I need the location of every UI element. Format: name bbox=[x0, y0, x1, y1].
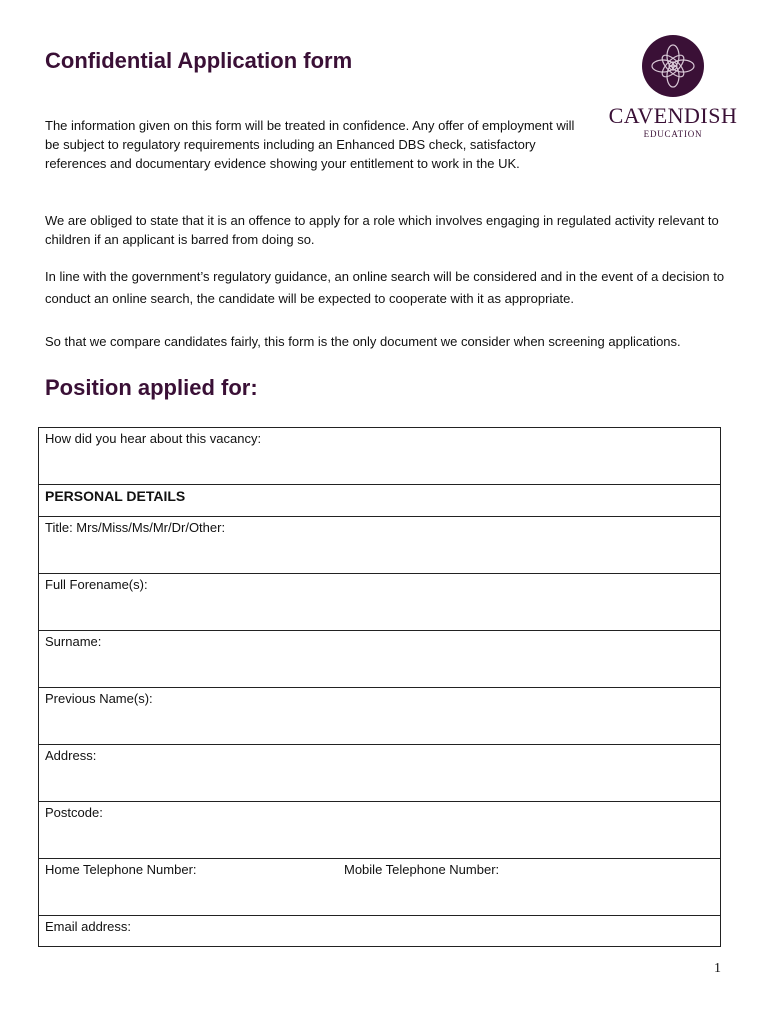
surname-field[interactable] bbox=[39, 631, 720, 688]
vacancy-source-label: How did you hear about this vacancy: bbox=[45, 431, 262, 446]
forename-label: Full Forename(s): bbox=[45, 577, 148, 592]
page-title: Confidential Application form bbox=[45, 48, 353, 73]
previous-names-label: Previous Name(s): bbox=[45, 691, 153, 706]
position-applied-heading: Position applied for: bbox=[45, 375, 258, 400]
previous-names-field[interactable] bbox=[39, 688, 720, 745]
intro-paragraph-online-search: In line with the government’s regulatory guidance, an online search will be considered and in the event of a decision to conduct an online search, the candidate will be expected to cooperate with it as appropriate. bbox=[45, 269, 725, 306]
telephone-fields[interactable] bbox=[39, 859, 720, 916]
logo-subtitle: EDUCATION bbox=[643, 129, 703, 139]
surname-label: Surname: bbox=[45, 634, 102, 649]
vacancy-source-field[interactable] bbox=[39, 428, 720, 485]
title-label: Title: Mrs/Miss/Ms/Mr/Dr/Other: bbox=[45, 520, 226, 535]
page-number: 1 bbox=[714, 961, 721, 976]
intro-paragraph-fair-screening: So that we compare candidates fairly, this form is the only document we consider when screening applications. bbox=[45, 334, 681, 349]
address-label: Address: bbox=[45, 748, 97, 763]
postcode-field[interactable] bbox=[39, 802, 720, 859]
mobile-phone-label: Mobile Telephone Number: bbox=[344, 862, 500, 877]
intro-paragraph-confidentiality: The information given on this form will be treated in confidence. Any offer of employment will be subject to regulatory requirements including an Enhanced DBS check, satisfactory references and documentary evidence showing your entitlement to work in the UK. bbox=[45, 118, 575, 171]
intro-paragraph-barred-offence: We are obliged to state that it is an offence to apply for a role which involves engaging in regulated activity relevant to children if an applicant is barred from doing so. bbox=[45, 213, 719, 247]
title-field[interactable] bbox=[39, 517, 720, 574]
email-label: Email address: bbox=[45, 919, 131, 934]
lotus-flower-icon bbox=[641, 34, 705, 98]
personal-details-table bbox=[38, 427, 721, 947]
personal-details-header bbox=[39, 485, 720, 517]
cavendish-logo bbox=[600, 22, 746, 150]
home-phone-label: Home Telephone Number: bbox=[45, 862, 197, 877]
logo-name: CAVENDISH bbox=[608, 103, 738, 128]
postcode-label: Postcode: bbox=[45, 805, 103, 820]
address-field[interactable] bbox=[39, 745, 720, 802]
personal-details-heading: PERSONAL DETAILS bbox=[45, 488, 186, 504]
email-field[interactable] bbox=[39, 916, 720, 946]
forename-field[interactable] bbox=[39, 574, 720, 631]
